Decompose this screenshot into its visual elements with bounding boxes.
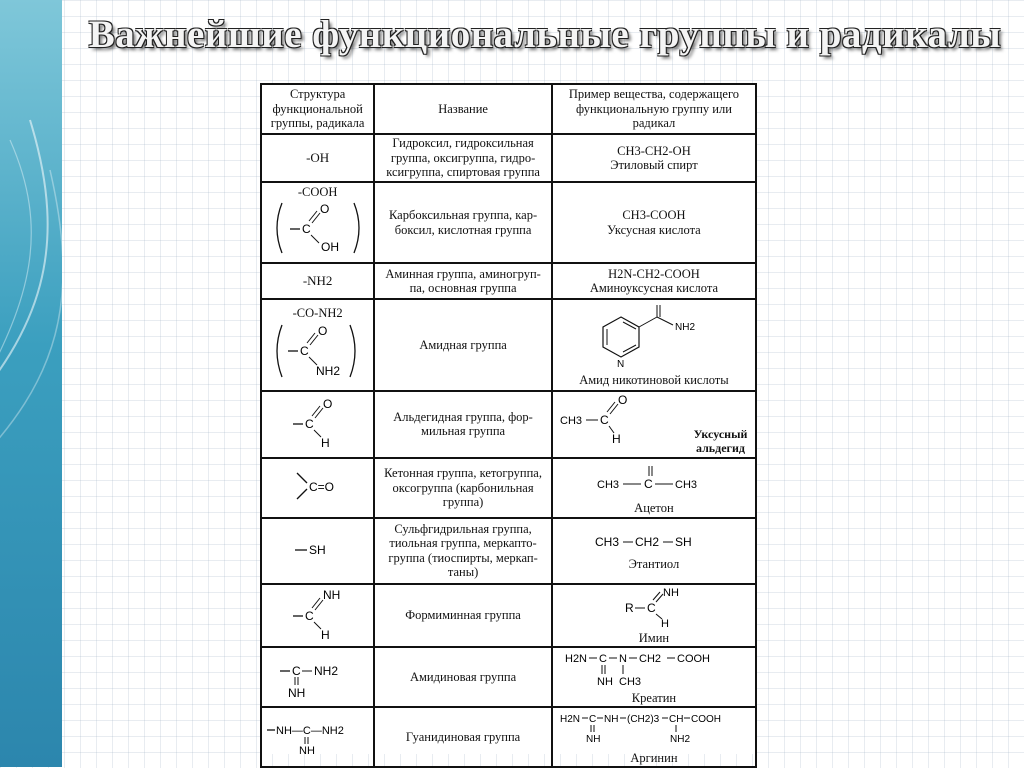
h2n-group: H2N [564,652,587,665]
nh2-group: NH2 [669,733,690,745]
nh-group: NH [322,587,340,602]
ch3-group: CH3 [674,478,697,491]
table-row [261,263,756,299]
example-name: Амид никотиновой кислоты [579,372,729,387]
example-cell [552,458,756,518]
table-header-row [261,84,756,134]
name-cell: Формиминная группа [374,584,552,648]
nh2-group: NH2 [315,363,340,378]
example-cell [552,518,756,584]
sh-group: SH [308,542,326,557]
c-eq-o-group: C=O [308,480,334,495]
formimine-structure-diagram [273,586,363,642]
structure-cell [261,707,374,767]
name-cell: Сульфгидрильная группа, тиольная группа, меркапто-группа (тиоспирты, меркап-таны) [374,518,552,584]
c-atom: C [301,222,311,236]
table-row [261,299,756,391]
example-name: Уксусный альдегид [693,427,748,456]
example-name: Аргинин [630,750,678,765]
n-atom: N [618,652,627,665]
structure-cell: -OH [261,134,374,182]
example-name: Аминоуксусная кислота [589,281,719,295]
decorative-sidebar [0,0,62,767]
structure-text: -COOH [297,184,338,199]
name-cell: Амидиновая группа [374,647,552,707]
thiol-structure-diagram [283,537,353,561]
name-cell: Карбоксильная группа, кар-боксил, кислотная группа [374,182,552,263]
nh-group: NH [585,733,601,745]
example-cell [552,647,756,707]
oh-group: OH [320,240,339,254]
example-name: Этиловый спирт [610,158,698,172]
n-atom: N [616,359,625,370]
table-row [261,584,756,648]
table-row [261,707,756,767]
table-row [261,391,756,458]
example-cell [552,299,756,391]
header-example: Пример вещества, содержащего функциональную группу или радикал [552,84,756,134]
structure-cell [261,182,374,263]
c-atom: C [643,476,653,491]
c-atom: C [304,608,314,623]
example-cell [552,707,756,767]
creatine-diagram [559,650,749,688]
c-atom: C [299,343,309,358]
nh2-group: NH2 [313,663,338,678]
cooh-group: COOH [676,652,710,665]
example-name: Этантиол [628,557,680,572]
page-title: Важнейшие функциональные группы и радикалы [88,13,1002,56]
table-row [261,458,756,518]
o-atom [645,464,646,465]
ch2-group: CH2 [634,534,659,549]
ethanethiol-diagram [589,530,719,554]
nh-group: NH [596,675,613,688]
cooh-group: COOH [690,713,721,725]
arginine-diagram [558,710,750,748]
r-group: R [624,600,634,615]
example-name: Имин [638,631,670,646]
c-atom: C [600,413,610,427]
example-formula: H2N-CH2-COOH [608,266,700,281]
header-name: Название [374,84,552,134]
carboxyl-structure-diagram [268,199,368,257]
name-cell: Гидроксил, гидроксильная группа, оксигруппа, гидро-ксигруппа, спиртовая группа [374,134,552,182]
structure-cell: -NH2 [261,263,374,299]
h2n-group: H2N [559,713,580,725]
o-atom: O [317,323,327,338]
h-atom: H [660,617,669,628]
ch2-group: CH2 [638,652,661,665]
structure-text: -CO-NH2 [292,306,343,321]
sh-group: SH [674,534,692,549]
nicotinamide-diagram [559,303,749,369]
example-name: Креатин [631,690,677,705]
aldehyde-structure-diagram [273,397,363,449]
name-cell: Альдегидная группа, фор-мильная группа [374,391,552,458]
nh-group: NH [662,586,679,599]
c-atom: C [646,600,656,615]
acetaldehyde-diagram [558,393,688,445]
example-cell [552,263,756,299]
structure-cell [261,299,374,391]
name-cell: Амидная группа [374,299,552,391]
nh-group: NH [603,713,619,725]
name-cell: Аминная группа, аминогруп-па, основная группа [374,263,552,299]
imine-diagram [599,586,709,628]
o-atom: O [618,393,628,407]
ch3-group: CH3 [560,415,583,427]
c-atom: C [304,416,314,431]
example-cell [552,584,756,648]
structure-cell [261,458,374,518]
amidine-structure-diagram [268,653,368,699]
example-formula: CH3-CH2-OH [617,143,691,158]
structure-cell [261,391,374,458]
table-row [261,647,756,707]
o-atom: O [319,202,329,216]
table-row [261,182,756,263]
c-atom: C [291,663,301,678]
name-cell: Гуанидиновая группа [374,707,552,767]
guanidine-structure-diagram [265,716,371,756]
name-cell: Кетонная группа, кетогруппа, оксогруппа (карбонильная группа) [374,458,552,518]
ch3-group: CH3 [618,675,641,688]
example-name: Ацетон [634,501,674,516]
ch3-group: CH3 [594,534,619,549]
ch3-group: CH3 [596,478,619,491]
h-atom: H [320,627,330,642]
h-atom: H [612,432,622,445]
header-structure: Структура функциональной группы, радикала [261,84,374,134]
structure-cell [261,584,374,648]
table-row [261,518,756,584]
acetone-diagram [589,460,719,498]
example-name: Уксусная кислота [607,222,701,237]
example-cell [552,134,756,182]
nh-group: NH [287,685,305,699]
structure-cell [261,518,374,584]
ch-group: CH [668,713,684,725]
nh2-group: NH2 [674,322,695,334]
c-atom: C [598,652,607,665]
example-cell [552,182,756,263]
ch2-chain: (CH2)3 [626,713,660,725]
functional-groups-table [260,83,757,765]
h-atom: H [320,435,330,449]
structure-cell [261,647,374,707]
o-atom: O [322,396,332,411]
example-formula: CH3-COOH [622,208,686,223]
amide-structure-diagram [268,321,368,381]
example-cell [552,391,756,458]
nh-c-nh2-group: NH—C—NH2 [276,724,344,737]
c-atom: C [588,713,597,725]
swirl-decoration [0,0,62,767]
nh-group: NH [299,744,315,756]
ketone-structure-diagram [273,463,363,509]
table-row [261,134,756,182]
